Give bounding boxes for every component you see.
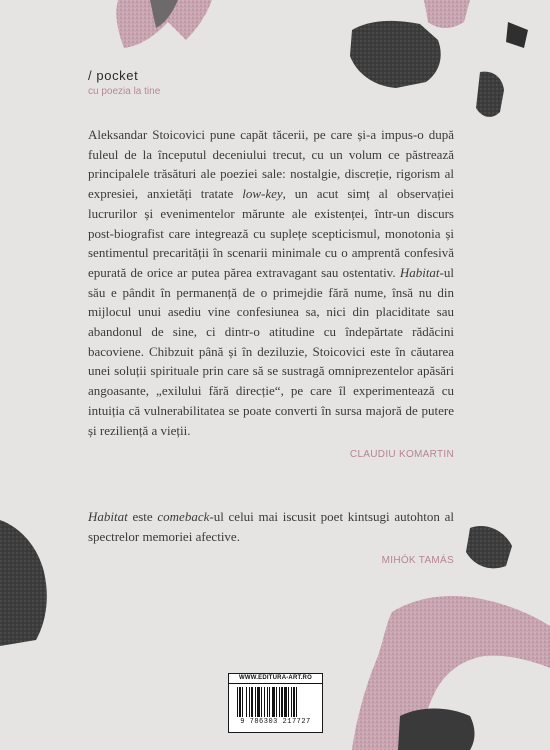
brand-title: / pocket [88,68,139,83]
blurb-segment-italic: low-key [242,186,283,202]
dark-shape-bottom-corner [398,709,475,750]
brand-block [88,68,160,97]
quote-segment-italic: comeback [157,509,210,524]
barcode [228,673,323,733]
barcode-bar [291,687,292,717]
barcode-bar [246,687,247,717]
barcode-bar [288,687,289,717]
barcode-bar [279,687,280,717]
pink-shape-top-right [424,0,470,28]
publisher-url: WWW.EDITURA-ART.RO [229,674,322,684]
quote-signature: MIHÓK TAMÁS [381,555,454,567]
dark-shape-right-edge [476,72,504,117]
barcode-bar [257,687,260,717]
blurb-signature: CLAUDIU KOMARTIN [349,449,454,461]
review-blurb [88,125,454,465]
blurb-segment: , un acut simț al observației lucrurilor și evenimentelor mărunte ale existenței, într-un discurs post-biografist care integrează cu suplețe scepticismul, monotonia și sentimentul precarității în scenarii minimale cu o amprentă confesivă epurată de orice ar putea părea extravagant sau ostentativ. [88,186,454,280]
barcode-bar [284,687,287,717]
barcode-bar [269,687,270,717]
blurb-paragraph [88,125,454,440]
quote-segment-italic: Habitat [88,509,128,524]
barcode-bar [281,687,283,717]
blurb-segment-italic: Habitat [399,264,440,280]
dark-shape-bottom-right [466,526,512,568]
barcode-bar [272,687,275,717]
barcode-bar [237,687,238,717]
barcode-bars [236,687,316,717]
isbn-number: 9 786303 217727 [240,718,311,726]
barcode-bar [251,687,253,717]
review-quote [88,507,454,571]
barcode-bar [264,687,265,717]
barcode-bar [267,687,268,717]
brand-subtitle: cu poezia la tine [88,86,161,97]
quote-segment: -ul celui mai iscusit poet kintsugi autohton al spectrelor memoriei afective. [88,509,454,544]
quote-segment: este [127,509,158,524]
blurb-segment: Aleksandar Stoicovici pune capăt tăcerii, pe care și-a impus-o după fuleul de la începutul deceniului trecut, cu un volum ce păstrează principalele trăsături ale poeziei sale: nostalgie, discreție, rigorism al expresiei, anxietăți tratate [88,127,454,202]
barcode-bar [261,687,262,717]
barcode-bar [242,687,243,717]
dark-shape-top-right [350,21,441,88]
dark-shape-bottom-left [0,520,47,646]
barcode-bar [296,687,297,717]
barcode-bar [255,687,256,717]
dark-shape-right-small [506,22,528,48]
barcode-bar [239,687,241,717]
barcode-bar [249,687,250,717]
barcode-bar [293,687,295,717]
blurb-segment: -ul său e pândit în permanență de o primejdie fără nume, însă nu din mijlocul unui asediu vine confesiunea sa, nici din placiditate sau abandonul de sine, ci dintr-o atitudine cu îndepărtate rădăcini bacoviene. Chibzuit până și în deziluzie, Stoicovici este în căutarea unei soluții spirituale prin care să se sustragă omniprezentelor apăsări angoasante, „exilului fără direcție“, pe care îl experimentează cu intuiția că vulnerabilitatea se poate converti în sursa majoră de putere și reziliență a vieții. [88,264,454,438]
barcode-bar [276,687,277,717]
quote-paragraph [88,507,454,546]
